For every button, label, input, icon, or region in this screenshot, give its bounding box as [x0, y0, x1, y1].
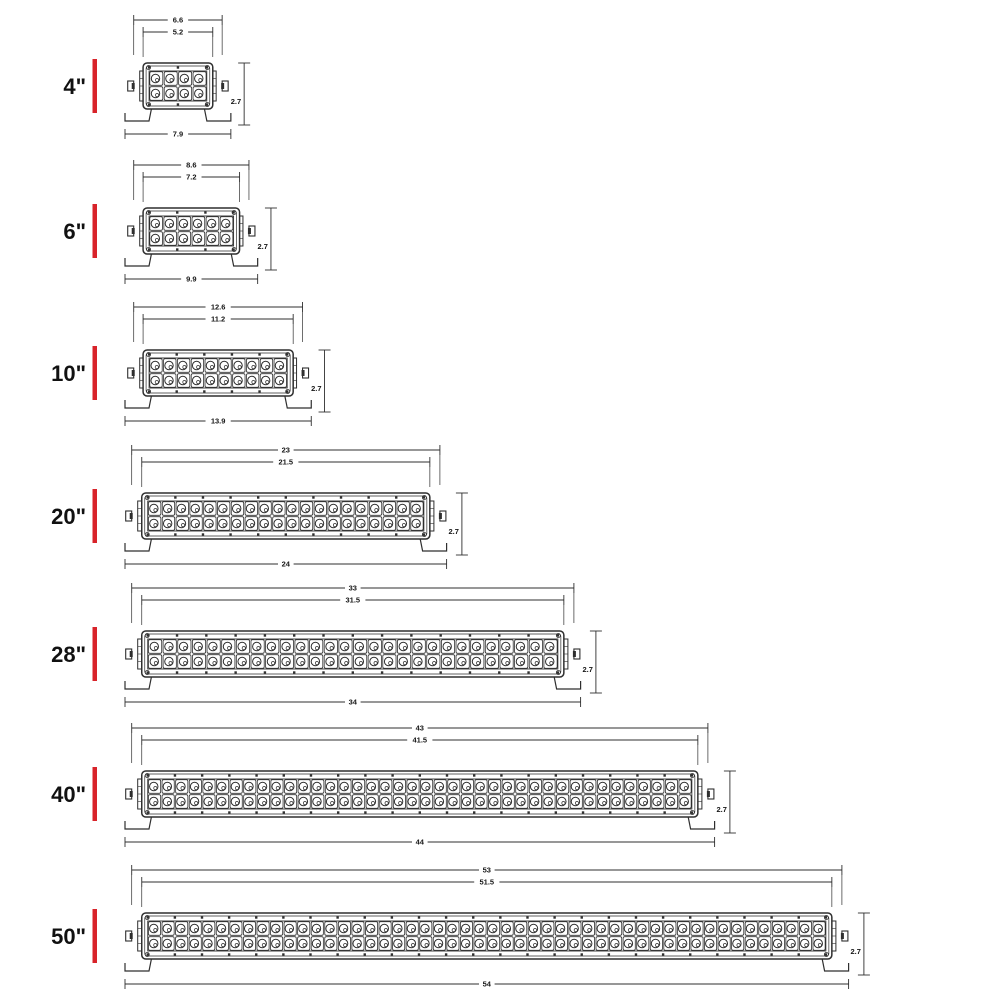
screw-dot-icon — [410, 671, 412, 673]
screw-dot-icon — [201, 811, 203, 813]
screw-dot-icon — [364, 774, 366, 776]
screw-dot-icon — [582, 811, 584, 813]
lightbar-drawing — [0, 718, 1000, 858]
screw-dot-icon — [148, 211, 150, 213]
screw-dot-icon — [419, 774, 421, 776]
dimension-height-side — [224, 63, 250, 125]
screw-dot-icon — [336, 953, 338, 955]
screw-dot-icon — [285, 496, 287, 498]
screw-dot-icon — [367, 533, 369, 535]
screw-dot-icon — [662, 953, 664, 955]
screw-dot-icon — [691, 774, 693, 776]
dimension-length-bottom — [125, 129, 231, 139]
screw-dot-icon — [147, 916, 149, 918]
screw-dot-icon — [636, 811, 638, 813]
screw-dot-icon — [340, 496, 342, 498]
dimension-width-outer — [132, 723, 708, 733]
screw-dot-icon — [352, 671, 354, 673]
screw-dot-icon — [205, 671, 207, 673]
dimension-value: 6.6 — [172, 15, 184, 25]
screw-dot-icon — [232, 211, 234, 213]
screw-dot-icon — [609, 774, 611, 776]
dimension-height-side — [844, 913, 870, 975]
size-label-group — [51, 627, 97, 681]
screw-dot-icon — [662, 916, 664, 918]
screw-dot-icon — [148, 390, 150, 392]
screw-dot-icon — [770, 916, 772, 918]
screw-dot-icon — [283, 811, 285, 813]
screw-dot-icon — [555, 774, 557, 776]
dimension-value: 43 — [415, 723, 424, 733]
lightbar-drawing — [0, 437, 1000, 580]
dimension-value: 12.6 — [210, 302, 226, 312]
screw-dot-icon — [395, 533, 397, 535]
screw-dot-icon — [322, 634, 324, 636]
screw-dot-icon — [147, 671, 149, 673]
size-label: 6" — [63, 219, 86, 244]
screw-dot-icon — [743, 953, 745, 955]
screw-dot-icon — [499, 953, 501, 955]
led-array — [148, 353, 288, 392]
screw-dot-icon — [391, 774, 393, 776]
screw-dot-icon — [283, 774, 285, 776]
screw-dot-icon — [147, 496, 149, 498]
screw-dot-icon — [177, 66, 179, 68]
dimension-value: 7.2 — [186, 172, 197, 182]
screw-dot-icon — [205, 634, 207, 636]
dimension-value: 2.7 — [257, 242, 268, 252]
screw-dot-icon — [418, 916, 420, 918]
dimension-width-outer — [134, 302, 303, 312]
screw-dot-icon — [337, 811, 339, 813]
dimension-value: 9.9 — [186, 274, 197, 284]
screw-dot-icon — [148, 248, 150, 250]
dimension-length-bottom — [125, 837, 715, 847]
screw-dot-icon — [555, 811, 557, 813]
screw-dot-icon — [395, 496, 397, 498]
screw-dot-icon — [445, 916, 447, 918]
led-array — [148, 66, 208, 105]
screw-dot-icon — [176, 634, 178, 636]
dimension-value: 2.7 — [311, 384, 322, 394]
screw-dot-icon — [526, 916, 528, 918]
screw-dot-icon — [204, 211, 206, 213]
size-label-group — [51, 767, 97, 821]
dimension-height-side — [304, 350, 330, 412]
screw-dot-icon — [312, 496, 314, 498]
screw-dot-icon — [174, 533, 176, 535]
screw-dot-icon — [293, 671, 295, 673]
screw-dot-icon — [500, 811, 502, 813]
size-label-group — [51, 489, 97, 543]
screw-dot-icon — [312, 533, 314, 535]
dimension-value: 23 — [281, 445, 290, 455]
led-array — [148, 211, 235, 250]
led-array — [147, 496, 426, 535]
screw-dot-icon — [473, 811, 475, 813]
lightbar-row — [0, 0, 1000, 150]
dimension-width-outer — [134, 15, 222, 25]
screw-dot-icon — [581, 916, 583, 918]
led-array — [147, 774, 694, 813]
screw-dot-icon — [147, 533, 149, 535]
screw-dot-icon — [391, 916, 393, 918]
screw-dot-icon — [201, 953, 203, 955]
lightbar-row — [0, 718, 1000, 858]
dimension-value: 53 — [482, 865, 491, 875]
screw-dot-icon — [255, 916, 257, 918]
dimension-length-bottom — [125, 559, 447, 569]
screw-dot-icon — [206, 66, 208, 68]
lightbar-drawing — [0, 295, 1000, 437]
dimension-width-inner — [142, 595, 564, 605]
dimension-value: 13.9 — [210, 416, 226, 426]
lightbar-row — [0, 295, 1000, 437]
screw-dot-icon — [825, 916, 827, 918]
screw-dot-icon — [147, 953, 149, 955]
screw-dot-icon — [770, 953, 772, 955]
dimension-width-outer — [132, 583, 574, 593]
screw-dot-icon — [203, 353, 205, 355]
size-label: 50" — [51, 924, 86, 949]
screw-dot-icon — [174, 953, 176, 955]
screw-dot-icon — [423, 533, 425, 535]
dimension-value: 2.7 — [448, 527, 459, 537]
dimension-value: 8.6 — [186, 160, 197, 170]
screw-dot-icon — [527, 811, 529, 813]
screw-dot-icon — [553, 916, 555, 918]
screw-dot-icon — [286, 390, 288, 392]
screw-dot-icon — [285, 533, 287, 535]
screw-dot-icon — [337, 774, 339, 776]
screw-dot-icon — [381, 671, 383, 673]
lightbar-row — [0, 150, 1000, 295]
screw-dot-icon — [255, 811, 257, 813]
screw-dot-icon — [177, 103, 179, 105]
lightbar-drawing — [0, 580, 1000, 718]
screw-dot-icon — [498, 634, 500, 636]
screw-dot-icon — [258, 390, 260, 392]
screw-dot-icon — [234, 634, 236, 636]
screw-dot-icon — [229, 533, 231, 535]
dimension-value: 44 — [415, 837, 424, 847]
screw-dot-icon — [310, 811, 312, 813]
screw-dot-icon — [445, 953, 447, 955]
screw-dot-icon — [310, 774, 312, 776]
screw-dot-icon — [446, 811, 448, 813]
screw-dot-icon — [202, 533, 204, 535]
dimension-width-outer — [134, 160, 249, 170]
dimension-height-side — [442, 493, 468, 555]
dimension-value: 24 — [281, 559, 290, 569]
dimension-value: 54 — [482, 979, 491, 989]
dimension-value: 7.9 — [172, 129, 184, 139]
dimension-width-inner — [142, 735, 698, 745]
dimension-width-outer — [132, 445, 440, 455]
screw-dot-icon — [825, 953, 827, 955]
size-label-group — [63, 59, 97, 113]
screw-dot-icon — [527, 774, 529, 776]
screw-dot-icon — [293, 634, 295, 636]
dimension-height-side — [251, 208, 277, 270]
dimension-value: 2.7 — [716, 805, 727, 815]
dimension-value: 2.7 — [850, 947, 861, 957]
dimension-value: 34 — [348, 697, 357, 707]
screw-dot-icon — [147, 811, 149, 813]
screw-dot-icon — [419, 811, 421, 813]
screw-dot-icon — [410, 634, 412, 636]
screw-dot-icon — [689, 953, 691, 955]
dimension-width-inner — [142, 877, 832, 887]
screw-dot-icon — [340, 533, 342, 535]
screw-dot-icon — [228, 953, 230, 955]
screw-dot-icon — [148, 66, 150, 68]
screw-dot-icon — [202, 496, 204, 498]
size-label-group — [63, 204, 97, 258]
size-label: 10" — [51, 361, 86, 386]
dimension-value: 31.5 — [345, 595, 361, 605]
screw-dot-icon — [176, 248, 178, 250]
screw-dot-icon — [282, 916, 284, 918]
screw-dot-icon — [391, 953, 393, 955]
size-label: 28" — [51, 642, 86, 667]
screw-dot-icon — [691, 811, 693, 813]
screw-dot-icon — [257, 496, 259, 498]
screw-dot-icon — [309, 953, 311, 955]
size-label: 40" — [51, 782, 86, 807]
screw-dot-icon — [206, 103, 208, 105]
screw-dot-icon — [255, 953, 257, 955]
screw-dot-icon — [418, 953, 420, 955]
screw-dot-icon — [527, 671, 529, 673]
screw-dot-icon — [439, 634, 441, 636]
lightbar-row — [0, 580, 1000, 718]
dimension-value: 51.5 — [479, 877, 495, 887]
screw-dot-icon — [203, 390, 205, 392]
screw-dot-icon — [352, 634, 354, 636]
screw-dot-icon — [439, 671, 441, 673]
screw-dot-icon — [557, 634, 559, 636]
screw-dot-icon — [176, 353, 178, 355]
screw-dot-icon — [147, 774, 149, 776]
dimension-length-bottom — [125, 416, 311, 426]
screw-dot-icon — [234, 671, 236, 673]
screw-dot-icon — [258, 353, 260, 355]
screw-dot-icon — [391, 811, 393, 813]
screw-dot-icon — [743, 916, 745, 918]
red-accent-mark — [93, 59, 98, 113]
screw-dot-icon — [364, 953, 366, 955]
screw-dot-icon — [798, 916, 800, 918]
dimension-length-bottom — [125, 274, 258, 284]
lightbar-drawing — [0, 858, 1000, 1000]
screw-dot-icon — [500, 774, 502, 776]
size-label-group — [51, 346, 97, 400]
screw-dot-icon — [228, 916, 230, 918]
dimension-value: 41.5 — [412, 735, 428, 745]
screw-dot-icon — [381, 634, 383, 636]
screw-dot-icon — [367, 496, 369, 498]
dimension-width-inner — [142, 457, 430, 467]
screw-dot-icon — [228, 774, 230, 776]
screw-dot-icon — [582, 774, 584, 776]
red-accent-mark — [93, 489, 98, 543]
screw-dot-icon — [499, 916, 501, 918]
screw-dot-icon — [176, 671, 178, 673]
dimension-value: 33 — [348, 583, 357, 593]
screw-dot-icon — [498, 671, 500, 673]
dimension-height-side — [710, 771, 736, 833]
lightbar-row — [0, 437, 1000, 580]
dimension-width-inner — [143, 172, 239, 182]
screw-dot-icon — [798, 953, 800, 955]
screw-dot-icon — [148, 103, 150, 105]
lightbar-drawing — [0, 0, 1000, 150]
screw-dot-icon — [663, 774, 665, 776]
screw-dot-icon — [322, 671, 324, 673]
screw-dot-icon — [231, 353, 233, 355]
screw-dot-icon — [147, 634, 149, 636]
dimension-length-bottom — [125, 697, 581, 707]
screw-dot-icon — [286, 353, 288, 355]
screw-dot-icon — [264, 634, 266, 636]
led-array — [147, 634, 560, 673]
dimension-value: 2.7 — [582, 665, 593, 675]
screw-dot-icon — [201, 774, 203, 776]
screw-dot-icon — [309, 916, 311, 918]
red-accent-mark — [93, 909, 98, 963]
lightbar-row — [0, 858, 1000, 1000]
screw-dot-icon — [364, 916, 366, 918]
dimension-value: 2.7 — [230, 97, 242, 107]
screw-dot-icon — [423, 496, 425, 498]
screw-dot-icon — [473, 774, 475, 776]
screw-dot-icon — [469, 634, 471, 636]
screw-dot-icon — [204, 248, 206, 250]
screw-dot-icon — [663, 811, 665, 813]
screw-dot-icon — [557, 671, 559, 673]
screw-dot-icon — [264, 671, 266, 673]
screw-dot-icon — [689, 916, 691, 918]
screw-dot-icon — [255, 774, 257, 776]
screw-dot-icon — [635, 916, 637, 918]
screw-dot-icon — [174, 774, 176, 776]
screw-dot-icon — [148, 353, 150, 355]
screw-dot-icon — [527, 634, 529, 636]
screw-dot-icon — [282, 953, 284, 955]
screw-dot-icon — [716, 916, 718, 918]
red-accent-mark — [93, 346, 98, 400]
screw-dot-icon — [257, 533, 259, 535]
red-accent-mark — [93, 204, 98, 258]
screw-dot-icon — [229, 496, 231, 498]
screw-dot-icon — [201, 916, 203, 918]
screw-dot-icon — [364, 811, 366, 813]
size-label: 20" — [51, 504, 86, 529]
screw-dot-icon — [608, 953, 610, 955]
screw-dot-icon — [636, 774, 638, 776]
size-label: 4" — [63, 74, 86, 99]
lightbar-drawing — [0, 150, 1000, 295]
screw-dot-icon — [553, 953, 555, 955]
dimension-width-inner — [143, 27, 213, 37]
screw-dot-icon — [228, 811, 230, 813]
dimension-width-inner — [143, 314, 293, 324]
screw-dot-icon — [231, 390, 233, 392]
dimension-length-bottom — [125, 979, 849, 989]
screw-dot-icon — [472, 953, 474, 955]
screw-dot-icon — [174, 811, 176, 813]
red-accent-mark — [93, 767, 98, 821]
dimension-value: 11.2 — [211, 314, 226, 324]
screw-dot-icon — [232, 248, 234, 250]
screw-dot-icon — [469, 671, 471, 673]
screw-dot-icon — [176, 390, 178, 392]
dimension-value: 21.5 — [278, 457, 294, 467]
screw-dot-icon — [472, 916, 474, 918]
led-array — [147, 916, 828, 955]
screw-dot-icon — [635, 953, 637, 955]
screw-dot-icon — [336, 916, 338, 918]
red-accent-mark — [93, 627, 98, 681]
size-label-group — [51, 909, 97, 963]
screw-dot-icon — [609, 811, 611, 813]
screw-dot-icon — [176, 211, 178, 213]
screw-dot-icon — [716, 953, 718, 955]
screw-dot-icon — [608, 916, 610, 918]
screw-dot-icon — [581, 953, 583, 955]
screw-dot-icon — [446, 774, 448, 776]
dimension-width-outer — [132, 865, 842, 875]
dimension-value: 5.2 — [172, 27, 184, 37]
screw-dot-icon — [174, 916, 176, 918]
screw-dot-icon — [526, 953, 528, 955]
screw-dot-icon — [174, 496, 176, 498]
dimension-height-side — [576, 631, 602, 693]
